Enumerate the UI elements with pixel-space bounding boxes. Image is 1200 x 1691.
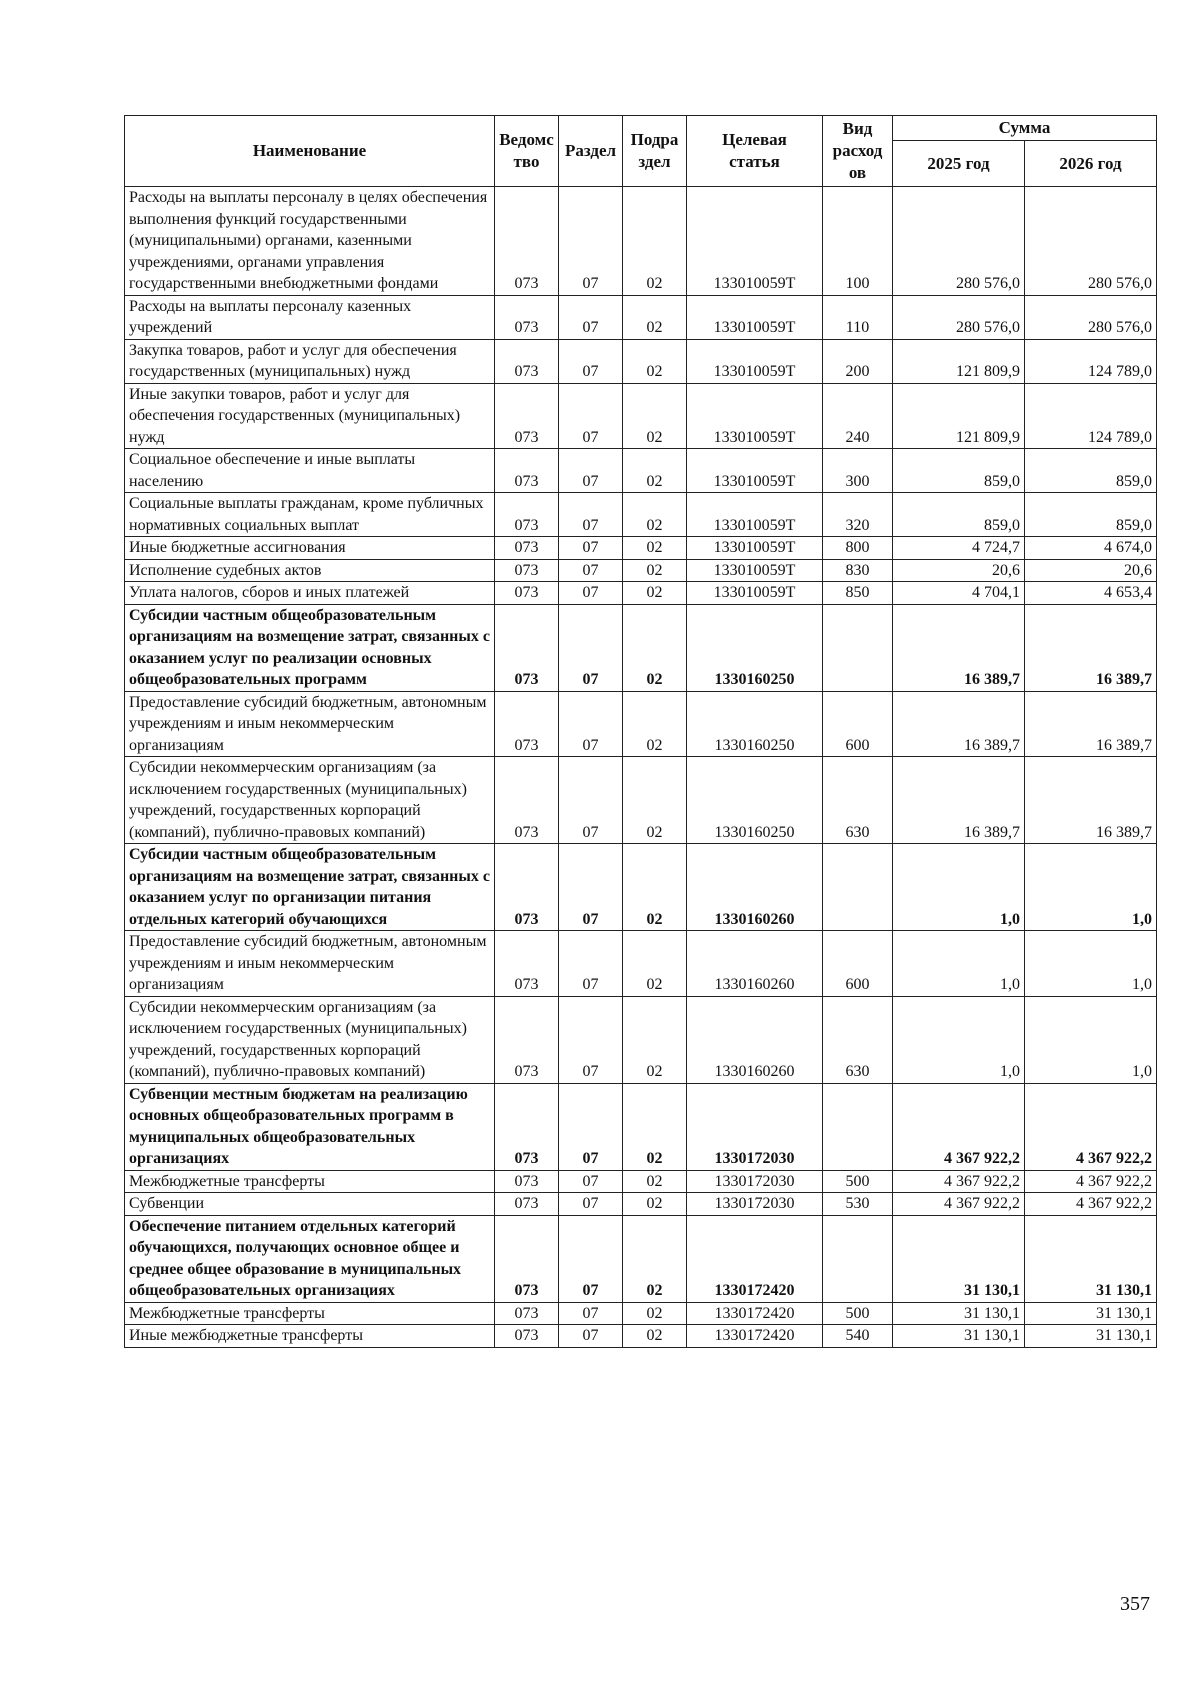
table-row xyxy=(125,582,1157,605)
cell-department: 073 xyxy=(495,691,559,757)
cell-target: 133010059Т xyxy=(687,339,823,383)
cell-department: 073 xyxy=(495,604,559,691)
cell-section: 07 xyxy=(559,1170,623,1193)
table-row xyxy=(125,604,1157,691)
cell-subsection: 02 xyxy=(623,844,687,931)
cell-target: 1330160250 xyxy=(687,757,823,844)
cell-section: 07 xyxy=(559,604,623,691)
cell-sum-2025: 1,0 xyxy=(893,996,1025,1083)
cell-sum-2025: 16 389,7 xyxy=(893,604,1025,691)
cell-expense-type xyxy=(823,1083,893,1170)
cell-sum-2026: 4 367 922,2 xyxy=(1025,1083,1157,1170)
table-row xyxy=(125,1215,1157,1302)
cell-subsection: 02 xyxy=(623,582,687,605)
cell-sum-2025: 1,0 xyxy=(893,931,1025,997)
cell-subsection: 02 xyxy=(623,449,687,493)
cell-section: 07 xyxy=(559,1302,623,1325)
cell-section: 07 xyxy=(559,1325,623,1348)
cell-section: 07 xyxy=(559,844,623,931)
cell-sum-2026: 16 389,7 xyxy=(1025,757,1157,844)
cell-sum-2026: 4 674,0 xyxy=(1025,537,1157,560)
cell-target: 133010059Т xyxy=(687,383,823,449)
cell-section: 07 xyxy=(559,996,623,1083)
cell-expense-type: 500 xyxy=(823,1170,893,1193)
cell-expense-type xyxy=(823,844,893,931)
cell-sum-2026: 859,0 xyxy=(1025,449,1157,493)
cell-expense-type: 800 xyxy=(823,537,893,560)
cell-sum-2026: 4 367 922,2 xyxy=(1025,1193,1157,1216)
cell-expense-type: 530 xyxy=(823,1193,893,1216)
cell-expense-type: 850 xyxy=(823,582,893,605)
cell-subsection: 02 xyxy=(623,339,687,383)
cell-subsection: 02 xyxy=(623,383,687,449)
cell-sum-2026: 1,0 xyxy=(1025,996,1157,1083)
table-row xyxy=(125,1083,1157,1170)
cell-department: 073 xyxy=(495,383,559,449)
table-row xyxy=(125,339,1157,383)
cell-sum-2025: 31 130,1 xyxy=(893,1302,1025,1325)
cell-target: 1330160250 xyxy=(687,691,823,757)
cell-target: 1330172030 xyxy=(687,1193,823,1216)
cell-department: 073 xyxy=(495,757,559,844)
cell-expense-type xyxy=(823,604,893,691)
cell-target: 1330160260 xyxy=(687,844,823,931)
cell-department: 073 xyxy=(495,844,559,931)
cell-expense-type: 320 xyxy=(823,493,893,537)
cell-name: Обеспечение питанием отдельных категорий обучающихся, получающих основное общее и среднее общее образование в муниципальных общеобразовательных организациях xyxy=(125,1215,495,1302)
cell-name: Субсидии частным общеобразовательным организациям на возмещение затрат, связанных с оказанием услуг по организации питания отдельных категорий обучающихся xyxy=(125,844,495,931)
cell-department: 073 xyxy=(495,187,559,296)
cell-section: 07 xyxy=(559,1193,623,1216)
cell-subsection: 02 xyxy=(623,757,687,844)
cell-sum-2025: 280 576,0 xyxy=(893,187,1025,296)
cell-target: 133010059Т xyxy=(687,187,823,296)
table-row xyxy=(125,1325,1157,1348)
cell-section: 07 xyxy=(559,493,623,537)
cell-target: 133010059Т xyxy=(687,559,823,582)
cell-expense-type: 500 xyxy=(823,1302,893,1325)
cell-sum-2025: 16 389,7 xyxy=(893,757,1025,844)
cell-sum-2026: 124 789,0 xyxy=(1025,339,1157,383)
cell-target: 1330172420 xyxy=(687,1325,823,1348)
cell-sum-2025: 859,0 xyxy=(893,493,1025,537)
cell-name: Социальное обеспечение и иные выплаты населению xyxy=(125,449,495,493)
cell-sum-2025: 4 367 922,2 xyxy=(893,1083,1025,1170)
cell-subsection: 02 xyxy=(623,537,687,560)
cell-target: 133010059Т xyxy=(687,449,823,493)
table-header xyxy=(125,116,1157,187)
cell-sum-2026: 31 130,1 xyxy=(1025,1325,1157,1348)
cell-department: 073 xyxy=(495,1170,559,1193)
cell-name: Иные закупки товаров, работ и услуг для обеспечения государственных (муниципальных) нужд xyxy=(125,383,495,449)
cell-sum-2026: 20,6 xyxy=(1025,559,1157,582)
cell-sum-2025: 31 130,1 xyxy=(893,1325,1025,1348)
cell-section: 07 xyxy=(559,559,623,582)
cell-name: Исполнение судебных актов xyxy=(125,559,495,582)
cell-subsection: 02 xyxy=(623,187,687,296)
cell-department: 073 xyxy=(495,1325,559,1348)
cell-target: 133010059Т xyxy=(687,537,823,560)
table-row xyxy=(125,449,1157,493)
table-row xyxy=(125,383,1157,449)
cell-expense-type: 600 xyxy=(823,691,893,757)
header-subsection-text: Подра здел xyxy=(630,130,679,171)
cell-department: 073 xyxy=(495,537,559,560)
header-year-2026: 2026 год xyxy=(1025,141,1157,187)
cell-sum-2025: 280 576,0 xyxy=(893,295,1025,339)
table-row xyxy=(125,559,1157,582)
header-sum: Сумма xyxy=(893,116,1157,141)
header-year-2025: 2025 год xyxy=(893,141,1025,187)
cell-target: 1330172420 xyxy=(687,1215,823,1302)
cell-sum-2026: 280 576,0 xyxy=(1025,187,1157,296)
cell-sum-2025: 859,0 xyxy=(893,449,1025,493)
cell-target: 1330172420 xyxy=(687,1302,823,1325)
cell-sum-2026: 859,0 xyxy=(1025,493,1157,537)
table-row xyxy=(125,844,1157,931)
cell-department: 073 xyxy=(495,1302,559,1325)
cell-section: 07 xyxy=(559,449,623,493)
cell-sum-2025: 121 809,9 xyxy=(893,339,1025,383)
cell-expense-type: 300 xyxy=(823,449,893,493)
cell-department: 073 xyxy=(495,996,559,1083)
cell-target: 1330172030 xyxy=(687,1170,823,1193)
cell-section: 07 xyxy=(559,383,623,449)
table-row xyxy=(125,996,1157,1083)
cell-subsection: 02 xyxy=(623,1215,687,1302)
cell-sum-2026: 4 653,4 xyxy=(1025,582,1157,605)
table-row xyxy=(125,691,1157,757)
cell-sum-2025: 20,6 xyxy=(893,559,1025,582)
cell-name: Межбюджетные трансферты xyxy=(125,1170,495,1193)
cell-sum-2026: 124 789,0 xyxy=(1025,383,1157,449)
cell-subsection: 02 xyxy=(623,1193,687,1216)
cell-name: Межбюджетные трансферты xyxy=(125,1302,495,1325)
cell-subsection: 02 xyxy=(623,1325,687,1348)
cell-target: 133010059Т xyxy=(687,493,823,537)
header-section: Раздел xyxy=(559,116,623,187)
cell-expense-type xyxy=(823,1215,893,1302)
cell-name: Субсидии некоммерческим организациям (за исключением государственных (муниципальных) учреждений, государственных корпораций (компаний), публично-правовых компаний) xyxy=(125,757,495,844)
cell-section: 07 xyxy=(559,691,623,757)
cell-sum-2026: 16 389,7 xyxy=(1025,604,1157,691)
header-department-text: Ведомс тво xyxy=(499,130,554,171)
cell-subsection: 02 xyxy=(623,1302,687,1325)
table-row xyxy=(125,537,1157,560)
cell-expense-type: 630 xyxy=(823,996,893,1083)
cell-expense-type: 600 xyxy=(823,931,893,997)
cell-subsection: 02 xyxy=(623,1083,687,1170)
table-row xyxy=(125,1302,1157,1325)
cell-subsection: 02 xyxy=(623,493,687,537)
table-row xyxy=(125,1170,1157,1193)
cell-sum-2026: 4 367 922,2 xyxy=(1025,1170,1157,1193)
page-number: 357 xyxy=(1120,1593,1150,1615)
cell-expense-type: 100 xyxy=(823,187,893,296)
cell-department: 073 xyxy=(495,449,559,493)
cell-name: Уплата налогов, сборов и иных платежей xyxy=(125,582,495,605)
cell-section: 07 xyxy=(559,757,623,844)
cell-expense-type: 540 xyxy=(823,1325,893,1348)
cell-subsection: 02 xyxy=(623,604,687,691)
cell-name: Иные бюджетные ассигнования xyxy=(125,537,495,560)
budget-table xyxy=(124,115,1157,1348)
cell-name: Субсидии некоммерческим организациям (за исключением государственных (муниципальных) учреждений, государственных корпораций (компаний), публично-правовых компаний) xyxy=(125,996,495,1083)
cell-sum-2025: 4 367 922,2 xyxy=(893,1170,1025,1193)
cell-sum-2025: 1,0 xyxy=(893,844,1025,931)
cell-name: Субвенции местным бюджетам на реализацию основных общеобразовательных программ в муниципальных общеобразовательных организациях xyxy=(125,1083,495,1170)
cell-department: 073 xyxy=(495,1083,559,1170)
cell-sum-2026: 1,0 xyxy=(1025,844,1157,931)
cell-section: 07 xyxy=(559,537,623,560)
cell-sum-2026: 31 130,1 xyxy=(1025,1215,1157,1302)
cell-department: 073 xyxy=(495,493,559,537)
cell-sum-2025: 4 704,1 xyxy=(893,582,1025,605)
cell-section: 07 xyxy=(559,1083,623,1170)
cell-name: Предоставление субсидий бюджетным, автономным учреждениям и иным некоммерческим организациям xyxy=(125,931,495,997)
cell-name: Закупка товаров, работ и услуг для обеспечения государственных (муниципальных) нужд xyxy=(125,339,495,383)
cell-target: 1330160250 xyxy=(687,604,823,691)
table-row xyxy=(125,931,1157,997)
cell-department: 073 xyxy=(495,1215,559,1302)
header-target xyxy=(687,116,823,187)
cell-expense-type: 240 xyxy=(823,383,893,449)
cell-name: Субвенции xyxy=(125,1193,495,1216)
cell-subsection: 02 xyxy=(623,559,687,582)
cell-name: Социальные выплаты гражданам, кроме публичных нормативных социальных выплат xyxy=(125,493,495,537)
cell-sum-2025: 31 130,1 xyxy=(893,1215,1025,1302)
cell-target: 1330160260 xyxy=(687,931,823,997)
cell-department: 073 xyxy=(495,582,559,605)
cell-subsection: 02 xyxy=(623,931,687,997)
cell-sum-2025: 121 809,9 xyxy=(893,383,1025,449)
cell-name: Расходы на выплаты персоналу в целях обеспечения выполнения функций государственными (муниципальными) органами, казенными учреждениями, органами управления государственными внебюджетными фондами xyxy=(125,187,495,296)
table-row xyxy=(125,295,1157,339)
header-subsection xyxy=(623,116,687,187)
cell-department: 073 xyxy=(495,295,559,339)
cell-target: 1330160260 xyxy=(687,996,823,1083)
cell-name: Предоставление субсидий бюджетным, автономным учреждениям и иным некоммерческим организациям xyxy=(125,691,495,757)
cell-expense-type: 200 xyxy=(823,339,893,383)
cell-sum-2026: 280 576,0 xyxy=(1025,295,1157,339)
cell-section: 07 xyxy=(559,582,623,605)
cell-sum-2025: 4 367 922,2 xyxy=(893,1193,1025,1216)
cell-sum-2025: 16 389,7 xyxy=(893,691,1025,757)
cell-sum-2025: 4 724,7 xyxy=(893,537,1025,560)
cell-department: 073 xyxy=(495,931,559,997)
cell-section: 07 xyxy=(559,931,623,997)
table-row xyxy=(125,757,1157,844)
header-expense-type-text: Вид расход ов xyxy=(832,119,883,182)
table-body xyxy=(125,187,1157,1348)
cell-name: Иные межбюджетные трансферты xyxy=(125,1325,495,1348)
cell-name: Расходы на выплаты персоналу казенных учреждений xyxy=(125,295,495,339)
cell-section: 07 xyxy=(559,1215,623,1302)
cell-department: 073 xyxy=(495,339,559,383)
cell-expense-type: 830 xyxy=(823,559,893,582)
cell-subsection: 02 xyxy=(623,691,687,757)
cell-target: 133010059Т xyxy=(687,582,823,605)
cell-expense-type: 110 xyxy=(823,295,893,339)
table-row xyxy=(125,187,1157,296)
cell-department: 073 xyxy=(495,1193,559,1216)
table-row xyxy=(125,493,1157,537)
cell-sum-2026: 16 389,7 xyxy=(1025,691,1157,757)
cell-section: 07 xyxy=(559,295,623,339)
cell-subsection: 02 xyxy=(623,295,687,339)
cell-target: 1330172030 xyxy=(687,1083,823,1170)
cell-department: 073 xyxy=(495,559,559,582)
header-department xyxy=(495,116,559,187)
cell-section: 07 xyxy=(559,339,623,383)
cell-sum-2026: 31 130,1 xyxy=(1025,1302,1157,1325)
table-row xyxy=(125,1193,1157,1216)
cell-sum-2026: 1,0 xyxy=(1025,931,1157,997)
header-target-text: Целевая статья xyxy=(722,130,787,171)
cell-subsection: 02 xyxy=(623,1170,687,1193)
cell-target: 133010059Т xyxy=(687,295,823,339)
cell-name: Субсидии частным общеобразовательным организациям на возмещение затрат, связанных с оказанием услуг по реализации основных общеобразовательных программ xyxy=(125,604,495,691)
header-name: Наименование xyxy=(125,116,495,187)
header-expense-type xyxy=(823,116,893,187)
cell-expense-type: 630 xyxy=(823,757,893,844)
cell-subsection: 02 xyxy=(623,996,687,1083)
cell-section: 07 xyxy=(559,187,623,296)
